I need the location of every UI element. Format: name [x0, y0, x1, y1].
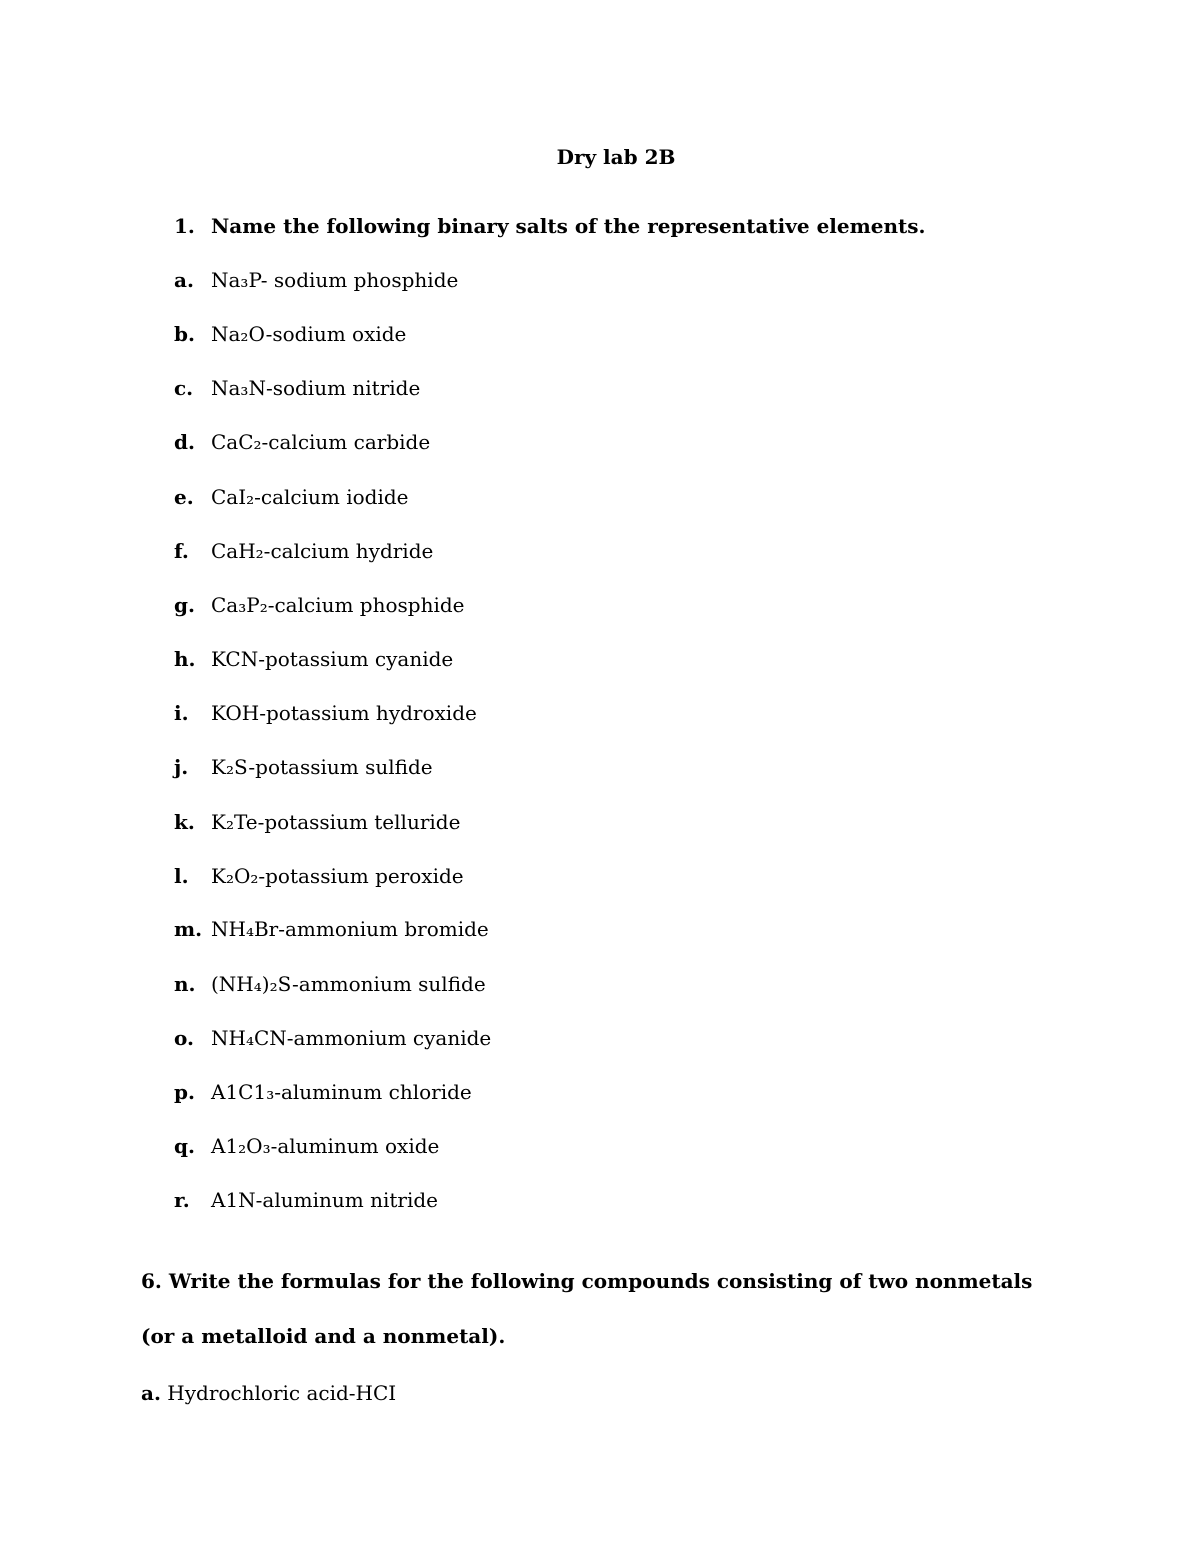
list-item — [174, 536, 433, 566]
item-letter: h. — [174, 647, 196, 671]
list-item — [174, 644, 453, 674]
item-letter: e. — [174, 485, 194, 509]
list-item — [174, 861, 464, 891]
item-answer: (NH₄)₂S-ammonium sulfide — [211, 972, 486, 996]
item-answer: K₂S-potassium sulfide — [211, 755, 433, 779]
item-answer: A1N-aluminum nitride — [211, 1188, 438, 1212]
item-answer: NH₄Br-ammonium bromide — [211, 917, 489, 941]
item-answer: CaH₂-calcium hydride — [211, 539, 434, 563]
list-item — [174, 1131, 439, 1161]
question-1-text: Name the following binary salts of the representative elements. — [211, 214, 926, 238]
item-answer: K₂Te-potassium telluride — [211, 810, 461, 834]
list-item — [174, 1185, 438, 1215]
item-answer: Na₂O-sodium oxide — [211, 322, 407, 346]
item-answer: CaI₂-calcium iodide — [211, 485, 409, 509]
item-letter: g. — [174, 593, 195, 617]
item-answer: KCN-potassium cyanide — [211, 647, 454, 671]
item-letter: j. — [174, 755, 189, 779]
list-item — [174, 590, 465, 620]
item-letter: a. — [141, 1381, 161, 1405]
item-letter: f. — [174, 539, 189, 563]
question-1-number: 1. — [174, 214, 195, 238]
item-answer: Na₃P- sodium phosphide — [211, 268, 459, 292]
item-answer: NH₄CN-ammonium cyanide — [211, 1026, 492, 1050]
item-answer: Na₃N-sodium nitride — [211, 376, 421, 400]
item-answer: K₂O₂-potassium peroxide — [211, 864, 464, 888]
item-letter: b. — [174, 322, 195, 346]
item-letter: m. — [174, 917, 203, 941]
list-item — [174, 969, 486, 999]
item-answer: CaC₂-calcium carbide — [211, 430, 431, 454]
list-item — [174, 752, 433, 782]
item-letter: p. — [174, 1080, 195, 1104]
item-letter: i. — [174, 701, 189, 725]
item-letter: q. — [174, 1134, 195, 1158]
page-title: Dry lab 2B — [556, 145, 676, 169]
list-item — [174, 319, 406, 349]
item-letter: r. — [174, 1188, 190, 1212]
item-letter: d. — [174, 430, 195, 454]
question-6-heading: 6. Write the formulas for the following compounds consisting of two nonmetals (or a metalloid and a nonmetal). — [141, 1269, 1033, 1348]
list-item — [174, 914, 489, 944]
list-item — [174, 427, 430, 457]
list-item — [174, 807, 460, 837]
list-item — [174, 265, 458, 295]
item-letter: a. — [174, 268, 194, 292]
list-item — [174, 482, 409, 512]
list-item — [174, 698, 477, 728]
item-answer: KOH-potassium hydroxide — [211, 701, 477, 725]
item-letter: o. — [174, 1026, 194, 1050]
item-letter: k. — [174, 810, 195, 834]
list-item — [141, 1378, 396, 1408]
item-letter: n. — [174, 972, 196, 996]
list-item — [174, 1023, 491, 1053]
item-letter: l. — [174, 864, 189, 888]
question-1-heading — [174, 211, 926, 241]
list-item — [174, 1077, 472, 1107]
item-answer: A1₂O₃-aluminum oxide — [211, 1134, 440, 1158]
item-letter: c. — [174, 376, 194, 400]
item-answer: A1C1₃-aluminum chloride — [211, 1080, 472, 1104]
item-answer: Ca₃P₂-calcium phosphide — [211, 593, 465, 617]
list-item — [174, 373, 420, 403]
item-answer: Hydrochloric acid-HCI — [167, 1381, 397, 1405]
